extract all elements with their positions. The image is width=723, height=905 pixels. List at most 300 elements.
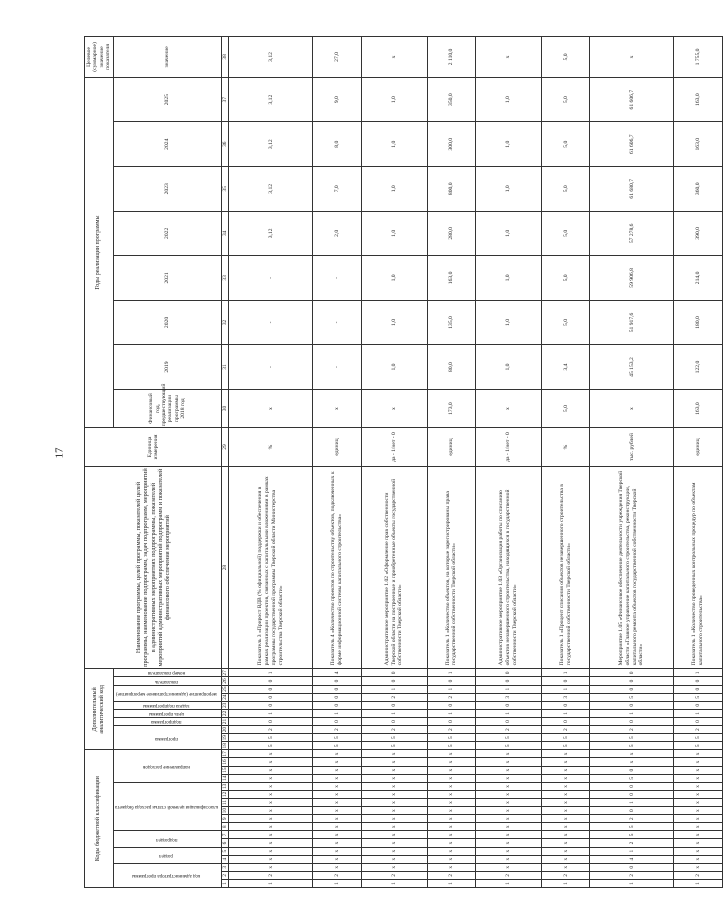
row-value-y2020: - [313, 300, 361, 345]
row-value-y2023: 800,0 [427, 167, 475, 212]
row-code-cell: х [475, 790, 541, 798]
column-number-25: 25 [222, 686, 229, 692]
column-number-4: 4 [222, 855, 229, 863]
header-extra-sub-text-5: показатель [154, 678, 178, 684]
row-value-y2019: - [229, 345, 313, 390]
row-code-cell: х [361, 790, 427, 798]
row-value-y2023: 1,0 [361, 167, 427, 212]
header-extra-sub-text-2: цель программы [148, 710, 184, 716]
row-code-cell: 0 [229, 693, 313, 701]
row-code-cell: 0 [229, 677, 313, 685]
row-code-cell: 1 [427, 669, 475, 677]
row-value-y2021: 1,0 [361, 256, 427, 301]
row-value-y2024: 300,0 [427, 122, 475, 167]
column-number-14: 14 [222, 775, 229, 781]
row-target: 27,0 [313, 37, 361, 78]
row-code-cell: х [674, 807, 722, 815]
table-row [229, 37, 313, 888]
row-code-cell: х [229, 807, 313, 815]
row-code-cell: х [427, 831, 475, 839]
row-code-cell: х [674, 774, 722, 782]
row-code-cell: 0 [475, 677, 541, 685]
row-code-cell: х [361, 782, 427, 790]
row-code-cell: х [229, 855, 313, 863]
row-code-cell: х [313, 750, 361, 758]
row-value-y2022: 57 278,6 [590, 211, 674, 256]
row-code-cell: х [313, 766, 361, 774]
header-years-group: Годы реализации программы [85, 77, 114, 427]
row-code-cell: х [475, 766, 541, 774]
row-value-y2021: - [313, 256, 361, 301]
header-budget-sub-4 [113, 750, 222, 782]
row-code-cell: 0 [590, 669, 674, 677]
row-code-cell: 2 [427, 871, 475, 879]
row-unit: % [542, 428, 590, 466]
row-fin-year: х [361, 389, 427, 427]
header-extra-sub-text-3: задача подпрограммы [143, 702, 190, 708]
column-number-7: 7 [222, 831, 229, 839]
row-code-cell: 5 [313, 734, 361, 742]
row-value-y2019: 3,4 [542, 345, 590, 390]
row-value-y2022: 1,0 [361, 211, 427, 256]
column-number-20: 20 [222, 726, 229, 733]
row-code-cell: 2 [590, 726, 674, 734]
table-row [674, 37, 722, 888]
row-code-cell: 0 [427, 677, 475, 685]
row-code-cell: х [427, 798, 475, 806]
header-extra-code: Дополнительный аналитический код [85, 669, 114, 750]
row-value-y2025: 163,0 [674, 77, 722, 122]
header-year-2019: 2019 [113, 345, 222, 390]
row-code-cell: 5 [361, 742, 427, 750]
row-value-y2025: 350,0 [427, 77, 475, 122]
column-number-6: 6 [222, 839, 229, 847]
row-code-cell: х [475, 855, 541, 863]
column-number-19: 19 [222, 735, 229, 741]
row-value-y2025: 61 606,7 [590, 77, 674, 122]
row-code-cell: х [361, 815, 427, 823]
row-value-y2021: 214,0 [674, 256, 722, 301]
row-value-y2020: - [229, 300, 313, 345]
column-number-2: 2 [222, 871, 229, 879]
row-value-y2025: 1,0 [475, 77, 541, 122]
header-target-group: Целевое (суммарное) значение показателя [85, 37, 114, 78]
column-number-1: 1 [222, 879, 229, 887]
table-row [590, 37, 674, 888]
row-value-y2022: 1,0 [475, 211, 541, 256]
row-target: 3,12 [229, 37, 313, 78]
row-code-cell: х [542, 839, 590, 847]
row-code-cell: х [361, 774, 427, 782]
row-code-cell: 2 [475, 871, 541, 879]
row-code-cell: 0 [427, 701, 475, 709]
header-budget-sub-text-3: классификация целевой статьи расхода бюджета [114, 804, 218, 810]
row-code-cell: 1 [229, 669, 313, 677]
row-fin-year: х [590, 389, 674, 427]
row-code-cell: х [313, 807, 361, 815]
row-code-cell: 1 [427, 879, 475, 887]
row-code-cell: 0 [475, 669, 541, 677]
row-code-cell: 0 [361, 717, 427, 725]
column-number-13: 13 [222, 783, 229, 790]
column-number-21: 21 [222, 718, 229, 725]
row-value-y2025: 5,0 [542, 77, 590, 122]
row-code-cell: х [542, 807, 590, 815]
row-code-cell: х [674, 782, 722, 790]
row-code-cell: х [313, 798, 361, 806]
row-code-cell: х [674, 750, 722, 758]
row-code-cell: х [542, 782, 590, 790]
row-code-cell: х [427, 774, 475, 782]
row-code-cell: 4 [313, 669, 361, 677]
column-number-34: 34 [222, 211, 229, 256]
row-code-cell: х [674, 815, 722, 823]
row-code-cell: 0 [229, 717, 313, 725]
header-extra-sub-4 [113, 685, 222, 701]
row-code-cell: х [229, 839, 313, 847]
row-fin-year: 5,0 [542, 389, 590, 427]
row-code-cell: 0 [674, 685, 722, 693]
row-code-cell: 0 [590, 782, 674, 790]
row-code-cell: х [674, 766, 722, 774]
row-code-cell: х [361, 847, 427, 855]
row-value-y2021: 163,0 [427, 256, 475, 301]
row-code-cell: 0 [313, 685, 361, 693]
row-code-cell: 2 [229, 871, 313, 879]
row-code-cell: х [590, 758, 674, 766]
row-unit: да - 1/нет - 0 [361, 428, 427, 466]
row-name: Показатель 4 «Количество проектов по строительству объектов, подключенных к форме информационной системы капитального строительства» [313, 466, 361, 669]
row-code-cell: 1 [542, 669, 590, 677]
table-row [313, 37, 361, 888]
row-code-cell: 0 [313, 701, 361, 709]
column-number-33: 33 [222, 256, 229, 301]
row-code-cell: х [313, 782, 361, 790]
row-code-cell: 0 [313, 717, 361, 725]
row-code-cell: х [229, 815, 313, 823]
row-code-cell: х [674, 847, 722, 855]
column-number-38: 38 [222, 37, 229, 78]
row-code-cell: 5 [229, 734, 313, 742]
row-code-cell: х [313, 855, 361, 863]
row-code-cell: 0 [475, 701, 541, 709]
row-code-cell: х [542, 823, 590, 831]
row-code-cell: 0 [590, 685, 674, 693]
table-row [427, 37, 475, 888]
row-code-cell: х [674, 863, 722, 871]
header-target-value: значение [113, 37, 222, 78]
header-extra-sub-1 [113, 717, 222, 725]
row-code-cell: х [361, 750, 427, 758]
row-code-cell: х [542, 815, 590, 823]
row-code-cell: х [361, 823, 427, 831]
row-code-cell: 1 [313, 709, 361, 717]
row-code-cell: 0 [313, 693, 361, 701]
row-code-cell: 0 [590, 701, 674, 709]
column-number-36: 36 [222, 122, 229, 167]
row-code-cell: х [475, 807, 541, 815]
row-name: Показатель 1 «Количество проведенных контрольных процедур по объектам капитального строительства» [674, 466, 722, 669]
row-code-cell: 0 [361, 701, 427, 709]
column-number-32: 32 [222, 300, 229, 345]
row-code-cell: х [313, 847, 361, 855]
row-code-cell: х [313, 790, 361, 798]
row-code-cell: х [542, 766, 590, 774]
row-fin-year: х [475, 389, 541, 427]
row-code-cell: х [475, 774, 541, 782]
row-code-cell: х [590, 750, 674, 758]
row-unit: да - 1/нет - 0 [475, 428, 541, 466]
document-sheet [84, 36, 704, 888]
row-code-cell: 5 [475, 742, 541, 750]
row-code-cell: х [427, 766, 475, 774]
row-code-cell: х [542, 758, 590, 766]
row-code-cell: х [229, 798, 313, 806]
row-code-cell: 5 [427, 734, 475, 742]
row-code-cell: 5 [674, 742, 722, 750]
row-code-cell: 1 [542, 685, 590, 693]
row-code-cell: 2 [475, 726, 541, 734]
row-code-cell: х [427, 823, 475, 831]
row-value-y2024: 61 606,7 [590, 122, 674, 167]
header-year-2024: 2024 [113, 122, 222, 167]
row-code-cell: х [229, 750, 313, 758]
table-row [361, 37, 427, 888]
row-code-cell: х [674, 823, 722, 831]
header-extra-sub-text-0: программа [154, 735, 178, 741]
row-value-y2023: 3,12 [229, 167, 313, 212]
row-code-cell: 1 [542, 709, 590, 717]
row-code-cell: 5 [590, 823, 674, 831]
row-code-cell: 0 [229, 701, 313, 709]
row-code-cell: 0 [590, 677, 674, 685]
page-number: 17 [53, 447, 66, 459]
row-value-y2024: 3,12 [229, 122, 313, 167]
row-code-cell: 2 [590, 839, 674, 847]
column-number-16: 16 [222, 759, 229, 765]
header-extra-sub-3 [113, 701, 222, 709]
row-code-cell: х [427, 839, 475, 847]
row-code-cell: х [674, 790, 722, 798]
row-value-y2020: 180,0 [674, 300, 722, 345]
row-code-cell: х [475, 758, 541, 766]
row-code-cell: 1 [590, 709, 674, 717]
header-year-2020: 2020 [113, 300, 222, 345]
row-code-cell: х [475, 798, 541, 806]
row-code-cell: х [427, 815, 475, 823]
table-row [475, 37, 541, 888]
row-code-cell: х [542, 750, 590, 758]
row-code-cell: 0 [542, 717, 590, 725]
column-number-22: 22 [222, 710, 229, 717]
row-code-cell: х [542, 831, 590, 839]
row-code-cell: х [475, 831, 541, 839]
header-budget-sub-1 [113, 847, 222, 863]
column-number-35: 35 [222, 167, 229, 212]
row-code-cell: х [427, 807, 475, 815]
row-code-cell: х [229, 847, 313, 855]
row-fin-year: 173,0 [427, 389, 475, 427]
row-code-cell: х [427, 790, 475, 798]
header-extra-sub-text-4: мероприятие (административное мероприятие) [115, 691, 217, 697]
header-budget-sub-3 [113, 782, 222, 831]
row-code-cell: 1 [427, 709, 475, 717]
column-number-31: 31 [222, 345, 229, 390]
row-code-cell: х [475, 847, 541, 855]
header-extra-sub-0 [113, 726, 222, 750]
row-name: Показатель 3 «Прирост ВДВ (% официальной) поддержки и обеспечения в рамках реализации проектов, связанных с капитальными вложениями в рамках программы государственной программы Тверской области Министерства строительства Тверской области» [229, 466, 313, 669]
rotated-table-container [84, 36, 704, 888]
row-code-cell: х [475, 782, 541, 790]
header-budget-sub-text-4: направление расходов [142, 763, 190, 769]
row-value-y2022: 390,0 [674, 211, 722, 256]
header-year-2023: 2023 [113, 167, 222, 212]
row-value-y2023: 61 680,7 [590, 167, 674, 212]
row-unit: единиц [674, 428, 722, 466]
row-code-cell: х [475, 839, 541, 847]
row-code-cell: х [313, 823, 361, 831]
row-value-y2020: 1,0 [361, 300, 427, 345]
row-code-cell: 1 [542, 879, 590, 887]
row-code-cell: 5 [590, 693, 674, 701]
row-target: 2 110,0 [427, 37, 475, 78]
row-value-y2024: 5,0 [542, 122, 590, 167]
row-value-y2020: 51 917,6 [590, 300, 674, 345]
row-code-cell: х [229, 782, 313, 790]
row-code-cell: 1 [674, 879, 722, 887]
column-number-17: 17 [222, 751, 229, 757]
row-code-cell: 2 [542, 726, 590, 734]
row-code-cell: х [475, 823, 541, 831]
row-code-cell: х [542, 798, 590, 806]
row-code-cell: 2 [313, 726, 361, 734]
row-code-cell: 2 [361, 726, 427, 734]
row-code-cell: х [229, 766, 313, 774]
row-unit: тыс. рублей [590, 428, 674, 466]
column-number-12: 12 [222, 791, 229, 798]
row-code-cell: 1 [313, 879, 361, 887]
row-code-cell: 2 [674, 871, 722, 879]
row-code-cell: х [361, 798, 427, 806]
row-code-cell: 0 [229, 685, 313, 693]
row-code-cell: 0 [674, 677, 722, 685]
row-code-cell: 5 [542, 734, 590, 742]
row-value-y2025: 1,0 [361, 77, 427, 122]
column-number-10: 10 [222, 807, 229, 814]
header-extra-sub-2 [113, 709, 222, 717]
row-code-cell: 1 [475, 879, 541, 887]
row-code-cell: х [229, 774, 313, 782]
column-number-9: 9 [222, 815, 229, 823]
row-value-y2019: 45 153,2 [590, 345, 674, 390]
row-code-cell: 0 [590, 863, 674, 871]
row-code-cell: х [229, 758, 313, 766]
row-value-y2024: 8,0 [313, 122, 361, 167]
row-code-cell: х [674, 855, 722, 863]
row-value-y2022: 3,12 [229, 211, 313, 256]
row-code-cell: х [427, 782, 475, 790]
row-target: 5,0 [542, 37, 590, 78]
header-extra-sub-text-1: подпрограмма [150, 719, 182, 725]
row-code-cell: 1 [361, 879, 427, 887]
row-name: Показатель 1 «Количество объектов, на которые зарегистрированы права государственной собственности Тверской области» [427, 466, 475, 669]
row-code-cell: 2 [590, 815, 674, 823]
row-code-cell: х [475, 863, 541, 871]
row-code-cell: х [361, 839, 427, 847]
row-code-cell: 1 [674, 669, 722, 677]
column-number-37: 37 [222, 77, 229, 122]
row-code-cell: х [427, 855, 475, 863]
column-number-3: 3 [222, 863, 229, 871]
row-code-cell: 0 [475, 717, 541, 725]
row-value-y2020: 1,0 [475, 300, 541, 345]
row-value-y2022: 2,0 [313, 211, 361, 256]
row-code-cell: 3 [542, 693, 590, 701]
row-code-cell: х [542, 790, 590, 798]
row-value-y2019: 122,0 [674, 345, 722, 390]
row-code-cell: х [361, 758, 427, 766]
row-code-cell: х [361, 863, 427, 871]
row-name: Показатель 1 «Процент списания объектов незавершенного строительства в государственной собственности Тверской области» [542, 466, 590, 669]
row-code-cell: х [475, 815, 541, 823]
row-code-cell: 1 [590, 847, 674, 855]
row-code-cell: 5 [313, 742, 361, 750]
row-code-cell: 2 [542, 871, 590, 879]
column-number-28: 28 [222, 466, 229, 669]
row-code-cell: х [427, 750, 475, 758]
row-code-cell: 0 [542, 677, 590, 685]
row-fin-year: х [313, 389, 361, 427]
row-code-cell: 0 [361, 677, 427, 685]
header-extra-sub-5 [113, 677, 222, 685]
row-value-y2023: 1,0 [475, 167, 541, 212]
row-code-cell: 5 [361, 734, 427, 742]
row-code-cell: 0 [590, 766, 674, 774]
row-code-cell: 0 [590, 717, 674, 725]
row-code-cell: 2 [427, 726, 475, 734]
row-target: х [475, 37, 541, 78]
column-number-23: 23 [222, 702, 229, 709]
row-code-cell: 5 [590, 831, 674, 839]
header-budget-sub-text-2: подраздел [155, 836, 177, 842]
row-value-y2025: 3,12 [229, 77, 313, 122]
row-name: Мероприятие 1.05 «Финансовое обеспечение деятельности учреждения Тверской области «Главное управление капитального строительства, реконструкции, капитального ремонта объектов государственной собственности Тверской области» [590, 466, 674, 669]
row-code-cell: х [313, 839, 361, 847]
row-code-cell: 0 [361, 669, 427, 677]
row-code-cell: х [674, 831, 722, 839]
header-year-2022: 2022 [113, 211, 222, 256]
row-unit: единиц [313, 428, 361, 466]
column-number-11: 11 [222, 799, 229, 806]
row-code-cell: 5 [674, 734, 722, 742]
row-code-cell: х [361, 807, 427, 815]
row-code-cell: 5 [590, 742, 674, 750]
row-code-cell: х [427, 847, 475, 855]
row-value-y2025: 9,0 [313, 77, 361, 122]
row-code-cell: х [542, 774, 590, 782]
row-value-y2023: 5,0 [542, 167, 590, 212]
row-value-y2021: 1,0 [475, 256, 541, 301]
row-unit: % [229, 428, 313, 466]
column-number-26: 26 [222, 678, 229, 684]
row-fin-year: х [229, 389, 313, 427]
program-indicators-table [84, 36, 723, 888]
row-code-cell: х [674, 758, 722, 766]
row-code-cell: 5 [229, 742, 313, 750]
header-budget-codes: Коды бюджетной классификации [85, 750, 114, 888]
row-code-cell: 5 [590, 774, 674, 782]
row-code-cell: х [427, 758, 475, 766]
